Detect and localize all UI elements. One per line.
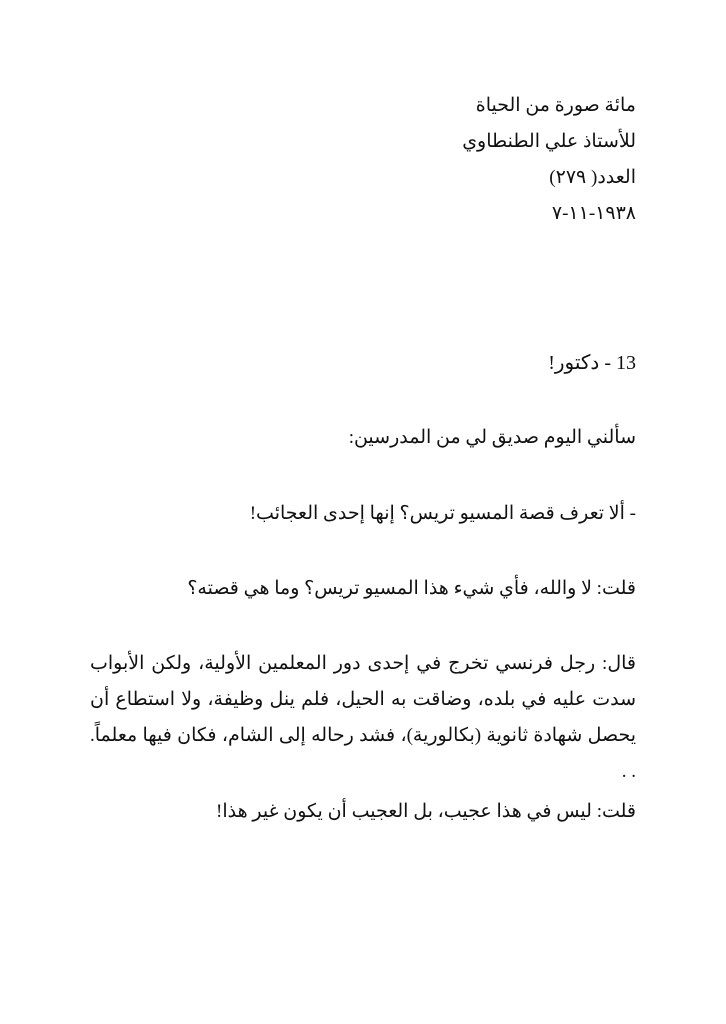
- paragraph-1: سألني اليوم صديق لي من المدرسين:: [348, 427, 636, 448]
- issue-number: العدد( ٢٧٩): [549, 167, 636, 188]
- publication-date: ١٩٣٨-١١-٧: [551, 203, 636, 224]
- document-header: [336, 88, 636, 232]
- author-line: للأستاذ علي الطنطاوي: [462, 131, 636, 152]
- series-title: مائة صورة من الحياة: [475, 95, 636, 116]
- paragraph-4: قال: رجل فرنسي تخرج في إحدى دور المعلمين الأولية، ولكن الأبواب سدت عليه في بلده، وضاقت به الحيل، فلم ينل وظيفة، ولا استطاع أن يحصل شهادة ثانوية (بكالورية)، فشد رحاله إلى الشام، فكان فيها معلماً. . .: [90, 653, 636, 782]
- paragraph-5: قلت: ليس في هذا عجيب، بل العجيب أن يكون غير هذا!: [216, 801, 636, 822]
- paragraph-2: - ألا تعرف قصة المسيو تريس؟ إنها إحدى العجائب!: [249, 503, 636, 524]
- paragraph-3: قلت: لا والله، فأي شيء هذا المسيو تريس؟ وما هي قصته؟: [187, 578, 636, 599]
- section-title: 13 - دكتور!: [548, 352, 636, 374]
